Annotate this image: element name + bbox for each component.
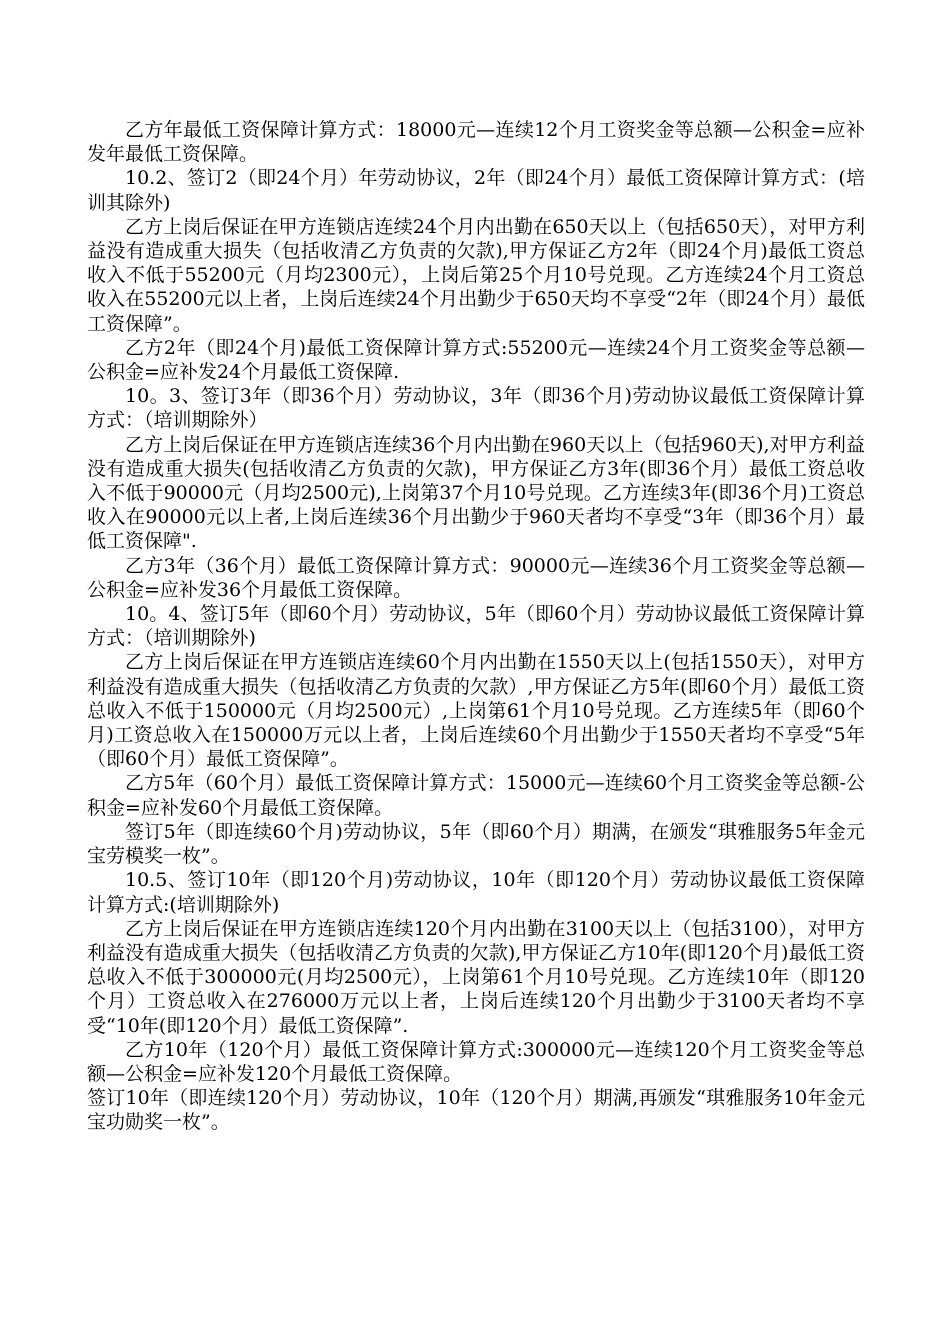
paragraph: 乙方10年（120个月）最低工资保障计算方式:300000元—连续120个月工资奖金等总额—公积金=应补发120个月最低工资保障。	[87, 1038, 865, 1085]
paragraph: 10。3、签订3年（即36个月）劳动协议，3年（即36个月)劳动协议最低工资保障计算方式：（培训期除外）	[87, 385, 865, 432]
paragraph: 10。4、签订5年（即60个月）劳动协议，5年（即60个月）劳动协议最低工资保障计算方式：（培训期除外)	[87, 603, 865, 650]
paragraph: 乙方3年（36个月）最低工资保障计算方式：90000元—连续36个月工资奖金等总额—公积金=应补发36个月最低工资保障。	[87, 554, 865, 601]
paragraph: 乙方上岗后保证在甲方连锁店连续24个月内出勤在650天以上（包括650天），对甲方利益没有造成重大损失（包括收清乙方负责的欠款),甲方保证乙方2年（即24个月)最低工资总收入不低于55200元（月均2300元），上岗后第25个月10号兑现。乙方连续24个月工资总收入在55200元以上者，上岗后连续24个月出勤少于650天均不享受“2年（即24个月）最低工资保障”。	[87, 215, 865, 335]
paragraph: 乙方上岗后保证在甲方连锁店连续36个月内出勤在960天以上（包括960天),对甲方利益没有造成重大损失(包括收清乙方负责的欠款)，甲方保证乙方3年(即36个月）最低工资总收入不低于90000元（月均2500元),上岗第37个月10号兑现。乙方连续3年(即36个月)工资总收入在90000元以上者,上岗后连续36个月出勤少于960天者均不享受“3年（即36个月）最低工资保障".	[87, 433, 865, 553]
paragraph: 10.2、签订2（即24个月）年劳动协议，2年（即24个月）最低工资保障计算方式：(培训其除外)	[87, 167, 865, 214]
paragraph: 乙方5年（60个月）最低工资保障计算方式：15000元—连续60个月工资奖金等总额-公积金=应补发60个月最低工资保障。	[87, 772, 865, 819]
document-body	[87, 118, 865, 1135]
paragraph: 乙方2年（即24个月)最低工资保障计算方式:55200元—连续24个月工资奖金等总额—公积金=应补发24个月最低工资保障.	[87, 336, 865, 384]
paragraph: 乙方上岗后保证在甲方连锁店连续120个月内出勤在3100天以上（包括3100），对甲方利益没有造成重大损失（包括收清乙方负责的欠款),甲方保证乙方10年(即120个月)最低工资总收入不低于300000元(月均2500元），上岗第61个月10号兑现。乙方连续10年（即120个月）工资总收入在276000万元以上者，上岗后连续120个月出勤少于3100天者均不享受“10年(即120个月）最低工资保障”.	[87, 917, 865, 1037]
paragraph: 10.5、签订10年（即120个月)劳动协议，10年（即120个月）劳动协议最低工资保障计算方式:(培训期除外)	[87, 869, 865, 916]
paragraph: 乙方上岗后保证在甲方连锁店连续60个月内出勤在1550天以上(包括1550天），对甲方利益没有造成重大损失（包括收清乙方负责的欠款）,甲方保证乙方5年(即60个月）最低工资总收入不低于150000元（月均2500元）,上岗第61个月10号兑现。乙方连续5年（即60个月)工资总收入在150000万元以上者，上岗后连续60个月出勤少于1550天者均不享受“5年（即60个月）最低工资保障”。	[87, 651, 865, 771]
paragraph: 签订5年（即连续60个月)劳动协议，5年（即60个月）期满，在颁发“琪雅服务5年金元宝劳模奖一枚”。	[87, 820, 865, 868]
paragraph: 乙方年最低工资保障计算方式：18000元—连续12个月工资奖金等总额—公积金=应补发年最低工资保障。	[87, 119, 865, 166]
paragraph: 签订10年（即连续120个月）劳动协议，10年（120个月）期满,再颁发“琪雅服务10年金元宝功勋奖一枚”。	[87, 1087, 865, 1134]
